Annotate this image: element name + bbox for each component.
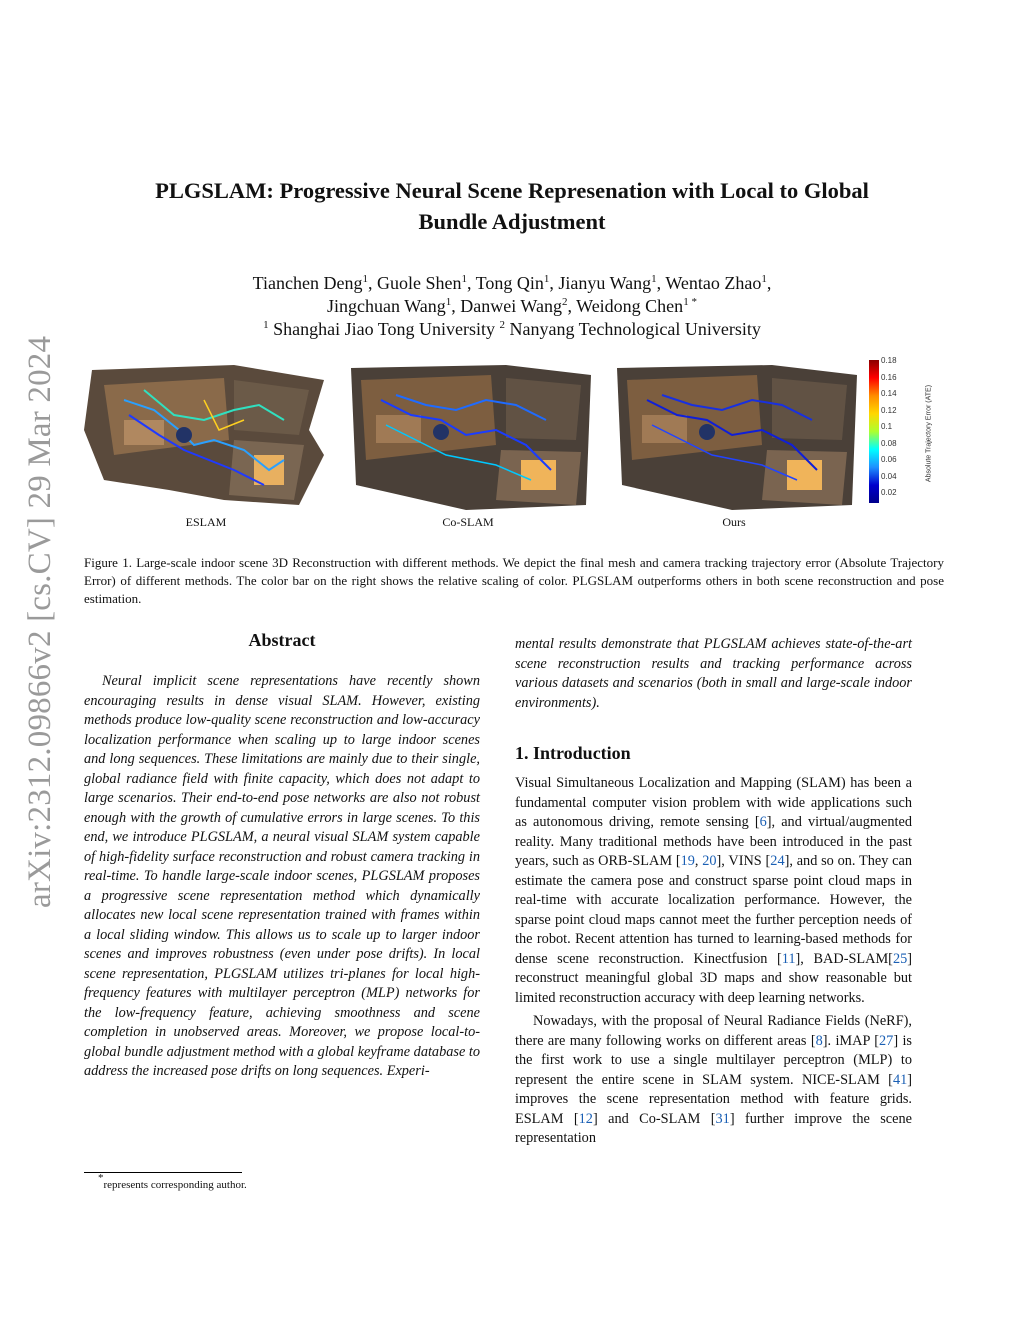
- citation-link[interactable]: 19: [680, 853, 695, 869]
- citation-link[interactable]: 27: [879, 1032, 894, 1049]
- figure-label-eslam: ESLAM: [185, 515, 227, 529]
- author-name: Weidong Chen: [576, 296, 684, 316]
- citation-link[interactable]: 8: [815, 1032, 823, 1049]
- introduction-heading: 1. Introduction: [515, 743, 631, 763]
- abstract-heading: Abstract: [248, 630, 316, 650]
- arxiv-stamp: arXiv:2312.09866v2 [cs.CV] 29 Mar 2024: [22, 335, 58, 908]
- figure-caption: Figure 1. Large-scale indoor scene 3D Reconstruction with different methods. We depict the final mesh and camera tracking trajectory error (Absolute Trajectory Error) of different methods. The color bar on the right shows the relative scaling of color. PLGSLAM outperforms others in both scene reconstruction and pose estimation.: [84, 555, 944, 606]
- footnote-rule: [84, 1172, 242, 1173]
- citation-link[interactable]: 6: [759, 814, 767, 830]
- paper-title: [0, 175, 1024, 237]
- ate-color-bar: [869, 360, 879, 503]
- color-bar-tick: 0.18: [881, 356, 897, 365]
- affiliation-1: Shanghai Jiao Tong University: [273, 319, 496, 339]
- author-name: Jianyu Wang: [558, 273, 652, 293]
- citation-link[interactable]: 31: [715, 1110, 730, 1127]
- color-bar-tick: 0.16: [881, 372, 897, 382]
- color-bar-tick: 0.14: [881, 389, 897, 398]
- abstract-text: Neural implicit scene representations have recently shown encouraging results in dense visual SLAM. However, existing methods produce low-quality scene reconstruction and low-accuracy localization performance when scaling up to large indoor scenes and long sequences. These limitations are mainly due to their single, global radiance field with finite capacity, which does not adapt to large scenarios. Their end-to-end pose networks are also not robust enough with the growth of cumulative errors in large scenes. To this end, we introduce PLGSLAM, a neural visual SLAM system capable of high-fidelity surface reconstruction and robust camera tracking in real-time. To handle large-scale indoor scenes, PLGSLAM proposes a progressive scene representation method which dynamically allocates new local scene representation trained with frames within a local sliding window. This allows us to scale up to larger indoor scenes and improves robustness (even under pose drifts). In local scene representation, PLGSLAM utilizes tri-planes for local high-frequency features with multilayer perceptron (MLP) networks for the low-frequency feature, achieving smoothness and scene completion in unobserved areas. Moreover, we propose local-to-global bundle adjustment method with a global keyframe database to address the increased pose drifts on long sequences. Experi-: [84, 673, 480, 1079]
- affiliations: $^1$ Shanghai Jiao Tong University $^2$ Nanyang Technological University: [263, 319, 761, 339]
- title-line-1: PLGSLAM: Progressive Neural Scene Represenation with Local to Global: [155, 178, 869, 203]
- color-bar-tick: 0.1: [881, 422, 893, 431]
- right-column: [515, 635, 912, 1149]
- abstract-continuation: mental results demonstrate that PLGSLAM achieves state-of-the-art scene reconstruction results and tracking performance across various datasets and scenarios (both in small and large-scale indoor environments).: [515, 636, 912, 711]
- author-line-1: Tianchen Deng$^1$, Guole Shen$^1$, Tong Qin$^1$, Jianyu Wang$^1$, Wentao Zhao$^1$,: [252, 273, 772, 293]
- citation-link[interactable]: 25: [892, 950, 908, 967]
- color-bar-title: Absolute Trajectory Error (ATE): [925, 384, 933, 483]
- author-name: Guole Shen: [376, 273, 462, 293]
- color-bar-tick: 0.02: [881, 488, 897, 497]
- ours-reconstruction-image: [612, 360, 857, 510]
- citation-link[interactable]: 11: [781, 950, 796, 967]
- author-name: Tianchen Deng: [252, 273, 363, 293]
- author-name: Jingchuan Wang: [327, 296, 446, 316]
- author-name: Tong Qin: [475, 273, 544, 293]
- affiliation-2: Nanyang Technological University: [509, 319, 761, 339]
- citation-link[interactable]: 12: [578, 1110, 593, 1127]
- footnote: *represents corresponding author.: [98, 1172, 247, 1191]
- introduction-paragraph-1: Visual Simultaneous Localization and Mapping (SLAM) has been a fundamental computer vision problem with wide applications such as autonomous driving, remote sensing [6], and virtual/augmented reality. Many traditional methods have been introduced in the past years, such as ORB-SLAM [19, 20], VINS [24], and so on. They can estimate the camera pose and construct sparse point cloud maps in real-time with accurate localization performance. However, the sparse point cloud maps cannot meet the further perception needs of the robot. Recent attention has turned to learning-based methods for dense scene reconstruction. Kinectfusion [11], BAD-SLAM[25] reconstruct meaningful global 3D maps and show reasonable but limited reconstruction accuracy with deep learning networks.: [515, 775, 912, 1006]
- author-name: Wentao Zhao: [665, 273, 762, 293]
- citation-link[interactable]: 41: [892, 1071, 908, 1088]
- figure-label-co-slam: Co-SLAM: [442, 515, 494, 529]
- citation-link[interactable]: 20: [702, 853, 717, 869]
- introduction-paragraph-2: Nowadays, with the proposal of Neural Radiance Fields (NeRF), there are many following works on different areas [8]. iMAP [27] is the first work to use a single multilayer perceptron (MLP) to represent the entire scene in SLAM system. NICE-SLAM [41] improves the scene representation method with feature grids. ESLAM [12] and Co-SLAM [31] further improve the scene representation: [515, 1013, 912, 1146]
- abstract-section: [84, 630, 480, 1082]
- co-slam-reconstruction-image: [346, 360, 591, 510]
- eslam-reconstruction-image: [84, 360, 329, 510]
- color-bar-tick: 0.06: [881, 455, 897, 464]
- author-name: Danwei Wang: [460, 296, 562, 316]
- title-line-2: Bundle Adjustment: [418, 209, 606, 234]
- author-line-2: Jingchuan Wang$^1$, Danwei Wang$^2$, Weidong Chen$^{1 *}$: [327, 296, 697, 316]
- figure-label-ours: Ours: [722, 515, 746, 529]
- color-bar-tick: 0.12: [881, 405, 897, 415]
- citation-link[interactable]: 24: [770, 853, 785, 869]
- color-bar-tick: 0.08: [881, 438, 897, 448]
- figure-1: [84, 350, 944, 530]
- author-block: [0, 272, 1024, 341]
- color-bar-tick: 0.04: [881, 471, 897, 481]
